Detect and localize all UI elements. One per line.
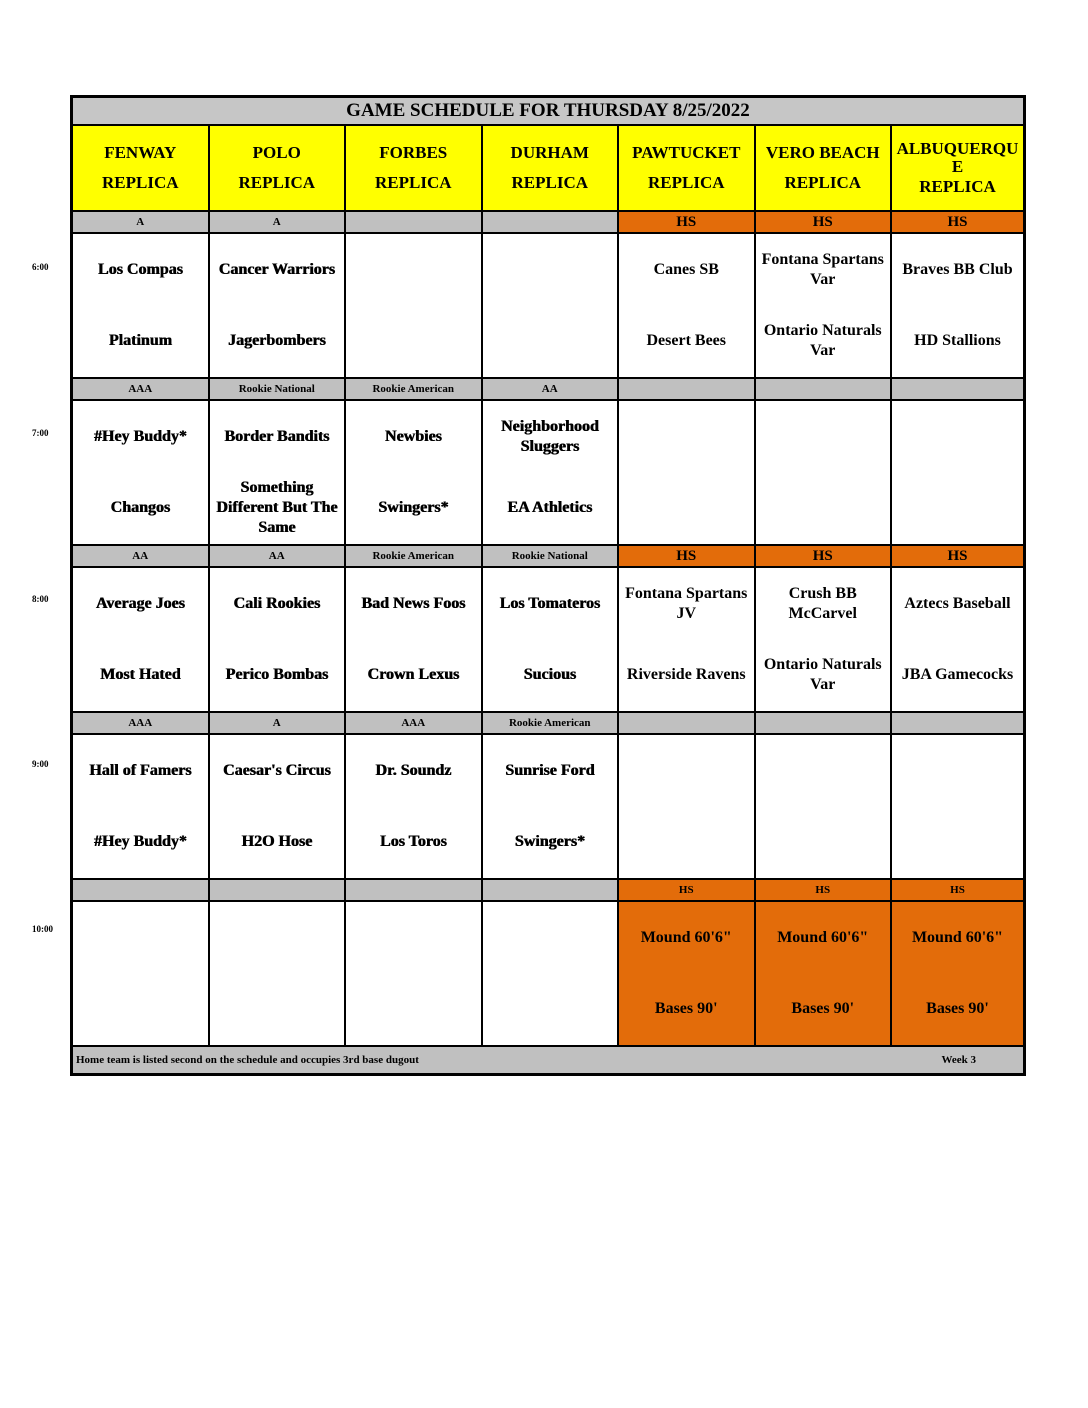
division-label: AAA <box>73 713 210 735</box>
away-team: Los Tomateros <box>499 594 601 612</box>
away-team: Border Bandits <box>224 427 330 445</box>
home-team: Platinum <box>108 332 172 350</box>
game-row <box>73 401 1023 546</box>
game-cell <box>483 401 620 546</box>
game-cell <box>619 234 756 379</box>
game-cell <box>346 902 483 1047</box>
home-team: Crown Lexus <box>367 666 460 684</box>
home-team: Bases 90' <box>926 1000 989 1018</box>
field-name: FORBES <box>379 143 448 163</box>
division-label-row <box>73 880 1023 902</box>
game-cell <box>210 568 347 713</box>
away-team: Canes SB <box>653 260 719 278</box>
division-label: A <box>210 212 347 234</box>
field-name: PAWTUCKET <box>632 143 741 163</box>
division-label: HS <box>756 880 893 902</box>
field-header-row <box>73 126 1023 212</box>
home-team: H2O Hose <box>241 833 313 851</box>
game-cell <box>619 401 756 546</box>
home-team: Something Different But The Same <box>216 479 338 537</box>
away-team: Fontana Spartans Var <box>761 250 884 288</box>
away-team: Neighborhood Sluggers <box>500 417 599 455</box>
game-cell <box>73 902 210 1047</box>
field-name: DURHAM <box>510 143 589 163</box>
division-label: AAA <box>73 379 210 401</box>
division-label <box>346 880 483 902</box>
field-sub: REPLICA <box>238 173 315 192</box>
game-row <box>73 735 1023 880</box>
home-team: Desert Bees <box>646 332 726 350</box>
game-cell <box>892 735 1023 880</box>
home-team: JBA Gamecocks <box>901 666 1014 684</box>
game-cell <box>210 234 347 379</box>
division-label: AA <box>73 546 210 568</box>
game-cell <box>483 234 620 379</box>
game-cell <box>346 735 483 880</box>
division-label: Rookie American <box>346 379 483 401</box>
game-cell <box>73 735 210 880</box>
away-team: Fontana Spartans JV <box>625 584 748 622</box>
away-team: Cali Rookies <box>233 594 321 612</box>
away-team: Cancer Warriors <box>218 260 335 278</box>
division-label-row <box>73 379 1023 401</box>
game-cell <box>619 735 756 880</box>
away-team: Hall of Famers <box>89 761 192 779</box>
division-label: HS <box>619 546 756 568</box>
away-team: Crush BB McCarvel <box>788 584 857 622</box>
division-label: HS <box>892 212 1023 234</box>
division-label: Rookie National <box>483 546 620 568</box>
division-label <box>756 713 893 735</box>
time-label-6: 6:00 <box>32 262 49 272</box>
home-team: Most Hated <box>100 666 181 684</box>
home-team: Changos <box>110 499 171 517</box>
game-cell <box>73 568 210 713</box>
game-row <box>73 234 1023 379</box>
division-label: AAA <box>346 713 483 735</box>
game-cell <box>892 234 1023 379</box>
game-cell <box>892 902 1023 1047</box>
division-label-row <box>73 212 1023 234</box>
game-cell <box>210 401 347 546</box>
field-sub: REPLICA <box>511 173 588 192</box>
home-team: Ontario Naturals Var <box>763 656 882 694</box>
division-label <box>619 713 756 735</box>
field-name: POLO <box>252 143 301 163</box>
away-team: Mound 60'6" <box>911 928 1004 946</box>
time-label-9: 9:00 <box>32 759 49 769</box>
division-label-row <box>73 713 1023 735</box>
division-label <box>346 212 483 234</box>
game-cell <box>210 735 347 880</box>
division-label <box>756 379 893 401</box>
division-label-row <box>73 546 1023 568</box>
footer-row <box>73 1047 1023 1073</box>
away-team: Los Compas <box>97 260 183 278</box>
home-team: EA Athletics <box>507 499 593 517</box>
away-team: Aztecs Baseball <box>904 594 1011 612</box>
away-team: Newbies <box>384 427 442 445</box>
game-cell <box>756 735 893 880</box>
home-team: #Hey Buddy* <box>93 833 187 851</box>
away-team: Dr. Soundz <box>375 761 452 779</box>
home-team: Bases 90' <box>654 1000 718 1018</box>
division-label: HS <box>892 880 1023 902</box>
away-team: Mound 60'6" <box>777 928 869 946</box>
field-header <box>210 126 347 212</box>
game-cell <box>346 234 483 379</box>
away-team: Braves BB Club <box>902 260 1013 278</box>
footer-note: Home team is listed second on the schedule and occupies 3rd base dugout <box>76 1054 419 1066</box>
game-cell <box>619 568 756 713</box>
game-cell <box>210 902 347 1047</box>
field-name: VERO BEACH <box>765 143 880 163</box>
division-label: Rookie American <box>346 546 483 568</box>
week-label: Week 3 <box>941 1054 976 1066</box>
home-team: Jagerbombers <box>227 332 326 350</box>
division-label: Rookie American <box>483 713 620 735</box>
game-cell <box>73 401 210 546</box>
division-label <box>619 379 756 401</box>
away-team: #Hey Buddy* <box>93 427 187 445</box>
division-label: HS <box>756 212 893 234</box>
game-cell <box>483 568 620 713</box>
division-label: HS <box>892 546 1023 568</box>
home-team: Riverside Ravens <box>626 666 746 684</box>
game-cell <box>892 401 1023 546</box>
away-team: Mound 60'6" <box>640 928 732 946</box>
game-cell <box>756 234 893 379</box>
field-header <box>346 126 483 212</box>
game-cell <box>346 568 483 713</box>
home-team: Los Toros <box>379 833 447 851</box>
schedule-table <box>70 95 1026 1076</box>
time-slots <box>73 212 1023 1047</box>
home-team: Ontario Naturals Var <box>763 322 882 360</box>
field-sub: REPLICA <box>647 173 725 192</box>
field-name: ALBUQUERQU E <box>896 139 1019 177</box>
field-sub: REPLICA <box>919 176 996 196</box>
home-team: Perico Bombas <box>225 666 329 684</box>
time-label-7: 7:00 <box>32 428 49 438</box>
game-row <box>73 568 1023 713</box>
field-name: FENWAY <box>104 143 177 163</box>
division-label <box>483 212 620 234</box>
home-team: Swingers* <box>514 833 585 851</box>
away-team: Caesar's Circus <box>222 761 331 779</box>
away-team: Average Joes <box>95 594 185 612</box>
away-team: Bad News Foos <box>361 594 466 612</box>
division-label: HS <box>756 546 893 568</box>
home-team: Bases 90' <box>791 1000 855 1018</box>
game-cell <box>892 568 1023 713</box>
game-row <box>73 902 1023 1047</box>
game-cell <box>756 401 893 546</box>
division-label: AA <box>210 546 347 568</box>
division-label: Rookie National <box>210 379 347 401</box>
division-label <box>892 713 1023 735</box>
division-label: A <box>73 212 210 234</box>
division-label <box>210 880 347 902</box>
game-cell <box>756 902 893 1047</box>
division-label <box>73 880 210 902</box>
field-header <box>483 126 620 212</box>
field-sub: REPLICA <box>101 173 179 192</box>
schedule-title: GAME SCHEDULE FOR THURSDAY 8/25/2022 <box>73 98 1023 126</box>
game-cell <box>346 401 483 546</box>
division-label: HS <box>619 212 756 234</box>
field-header <box>756 126 893 212</box>
field-sub: REPLICA <box>784 173 861 192</box>
game-cell <box>483 902 620 1047</box>
home-team: Sucious <box>523 666 576 684</box>
field-header <box>892 126 1023 212</box>
division-label: AA <box>483 379 620 401</box>
division-label: HS <box>619 880 756 902</box>
field-header <box>619 126 756 212</box>
field-header <box>73 126 210 212</box>
away-team: Sunrise Ford <box>505 761 595 779</box>
footer <box>73 1047 1023 1073</box>
title-row <box>73 98 1023 126</box>
game-cell <box>73 234 210 379</box>
division-label <box>483 880 620 902</box>
home-team: HD Stallions <box>914 332 1001 350</box>
division-label: A <box>210 713 347 735</box>
game-cell <box>619 902 756 1047</box>
home-team: Swingers* <box>378 499 449 517</box>
time-label-10: 10:00 <box>32 924 53 934</box>
field-sub: REPLICA <box>374 173 452 192</box>
division-label <box>892 379 1023 401</box>
time-label-8: 8:00 <box>32 594 49 604</box>
game-cell <box>756 568 893 713</box>
game-cell <box>483 735 620 880</box>
